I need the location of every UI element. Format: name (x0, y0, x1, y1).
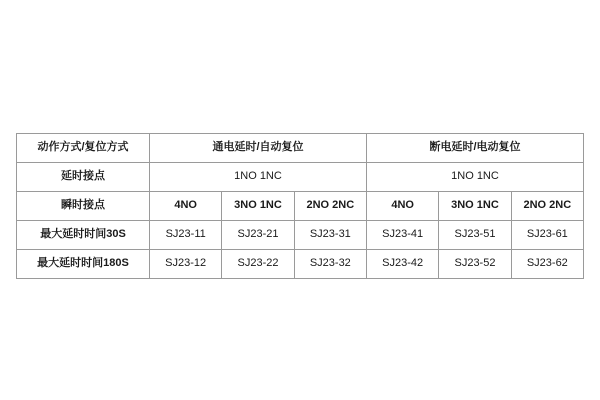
model-code-30-3: SJ23-31 (294, 221, 366, 250)
table-row-max-delay-30 (17, 221, 584, 250)
row-label-instant-contact: 瞬时接点 (17, 192, 150, 221)
row-label-max-delay-180: 最大延时时间180S (17, 250, 150, 279)
model-code-180-1: SJ23-12 (150, 250, 222, 279)
model-code-180-2: SJ23-22 (222, 250, 294, 279)
instant-contact-value-5: 3NO 1NC (439, 192, 511, 221)
table-row-max-delay-180 (17, 250, 584, 279)
delay-contact-value-right: 1NO 1NC (366, 163, 583, 192)
model-code-30-4: SJ23-41 (366, 221, 438, 250)
group-header-power-on-delay: 通电延时/自动复位 (150, 134, 367, 163)
model-code-180-3: SJ23-32 (294, 250, 366, 279)
model-code-180-4: SJ23-42 (366, 250, 438, 279)
row-label-action-reset: 动作方式/复位方式 (17, 134, 150, 163)
table-row-delay-contact (17, 163, 584, 192)
model-code-180-5: SJ23-52 (439, 250, 511, 279)
model-code-30-5: SJ23-51 (439, 221, 511, 250)
model-code-30-1: SJ23-11 (150, 221, 222, 250)
model-code-180-6: SJ23-62 (511, 250, 583, 279)
instant-contact-value-4: 4NO (366, 192, 438, 221)
table-row-instant-contact (17, 192, 584, 221)
row-label-max-delay-30: 最大延时时间30S (17, 221, 150, 250)
instant-contact-value-3: 2NO 2NC (294, 192, 366, 221)
group-header-power-off-delay: 断电延时/电动复位 (366, 134, 583, 163)
row-label-delay-contact: 延时接点 (17, 163, 150, 192)
relay-model-spec-table (16, 133, 584, 279)
delay-contact-value-left: 1NO 1NC (150, 163, 367, 192)
model-code-30-6: SJ23-61 (511, 221, 583, 250)
spec-table-container (16, 133, 584, 279)
model-code-30-2: SJ23-21 (222, 221, 294, 250)
instant-contact-value-2: 3NO 1NC (222, 192, 294, 221)
instant-contact-value-1: 4NO (150, 192, 222, 221)
instant-contact-value-6: 2NO 2NC (511, 192, 583, 221)
table-row-action-reset (17, 134, 584, 163)
